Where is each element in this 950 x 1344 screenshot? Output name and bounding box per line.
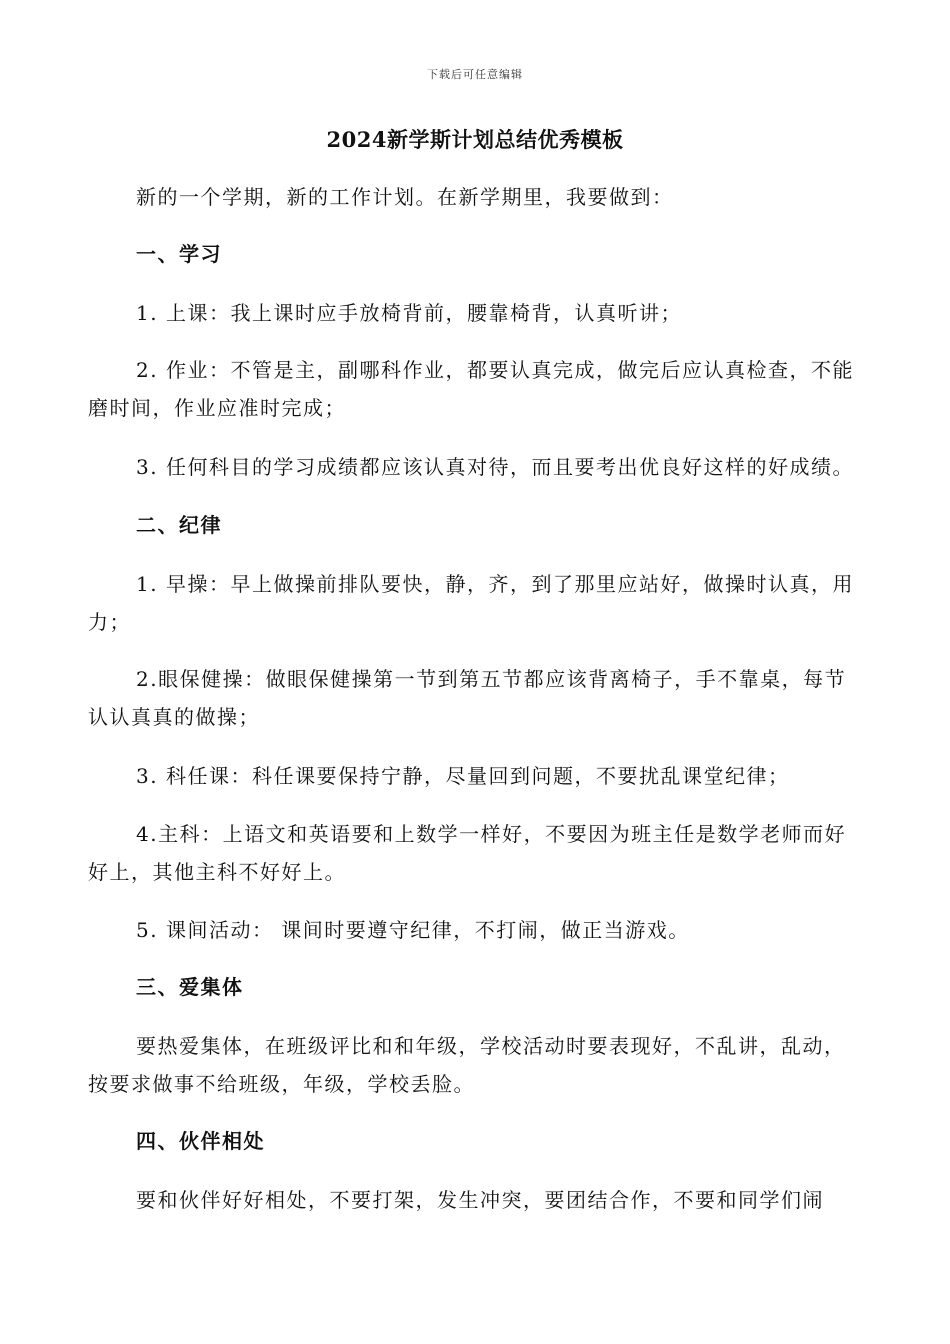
collective-paragraph: 要热爱集体，在班级评比和和年级，学校活动时要表现好，不乱讲，乱动，按要求做事不给班级，年级，学校丢脸。 (88, 1034, 846, 1096)
section-heading-study: 一、学习 (136, 242, 222, 266)
study-item-2: 2. 作业：不管是主，副哪科作业，都要认真完成，做完后应认真检查，不能磨时间，作业应准时完成； (88, 358, 854, 420)
section-heading-collective: 三、爱集体 (136, 975, 244, 999)
document-title: 2024新学斯计划总结优秀模板 (326, 127, 624, 152)
section-heading-companions: 四、伙伴相处 (136, 1129, 265, 1153)
study-item-3: 3. 任何科目的学习成绩都应该认真对待，而且要考出优良好这样的好成绩。 (136, 455, 854, 479)
discipline-item-1: 1. 早操：早上做操前排队要快，静，齐，到了那里应站好，做操时认真，用力； (88, 572, 854, 634)
intro-paragraph: 新的一个学期，新的工作计划。在新学期里，我要做到： (136, 185, 674, 209)
discipline-item-4: 4.主科：上语文和英语要和上数学一样好，不要因为班主任是数学老师而好好上，其他主科不好好上。 (88, 822, 847, 884)
header-note: 下载后可任意编辑 (427, 68, 523, 81)
discipline-item-3: 3. 科任课：科任课要保持宁静，尽量回到问题，不要扰乱课堂纪律； (136, 764, 790, 788)
companions-paragraph: 要和伙伴好好相处，不要打架，发生冲突，要团结合作，不要和同学们闹 (136, 1188, 824, 1212)
study-item-1: 1. 上课：我上课时应手放椅背前，腰靠椅背，认真听讲； (136, 301, 682, 325)
discipline-item-2: 2.眼保健操：做眼保健操第一节到第五节都应该背离椅子，手不靠桌，每节认认真真的做操； (88, 667, 847, 729)
discipline-item-5: 5. 课间活动： 课间时要遵守纪律，不打闹，做正当游戏。 (136, 918, 690, 942)
section-heading-discipline: 二、纪律 (136, 513, 222, 537)
